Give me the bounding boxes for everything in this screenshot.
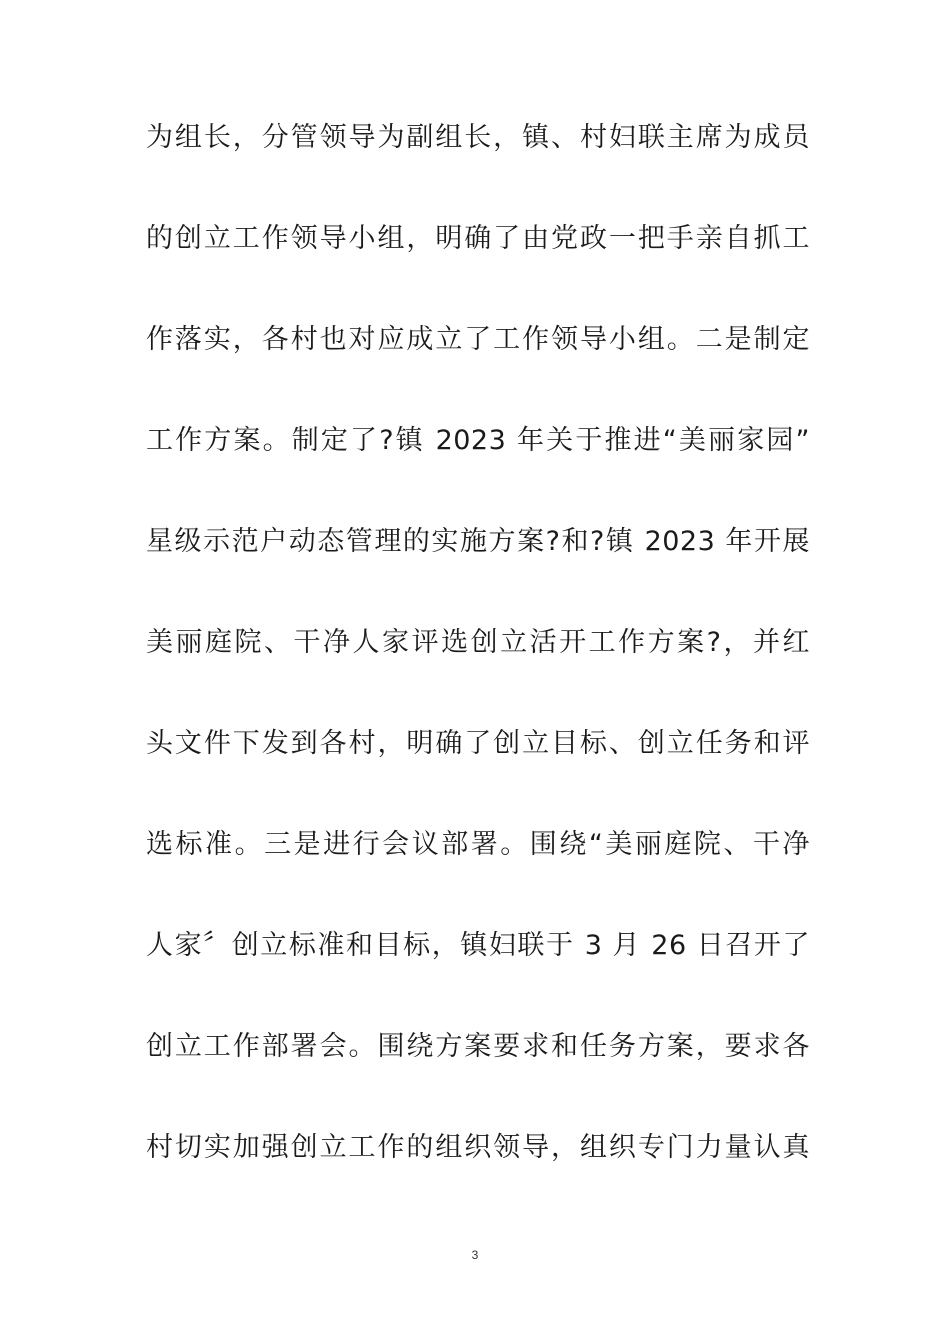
text-line: 美丽庭院、干净人家评选创立活开工作方案?，并红 <box>146 627 810 658</box>
text-line: 作落实，各村也对应成立了工作领导小组。二是制定 <box>146 324 810 355</box>
text-line: 创立工作部署会。围绕方案要求和任务方案，要求各 <box>146 1031 810 1062</box>
text-line: 工作方案。制定了?镇 2023 年关于推进“美丽家园” <box>146 425 810 456</box>
text-line: 头文件下发到各村，明确了创立目标、创立任务和评 <box>146 728 810 759</box>
page-number: 3 <box>471 1248 479 1262</box>
text-line: 星级示范户动态管理的实施方案?和?镇 2023 年开展 <box>146 526 810 557</box>
text-line: 的创立工作领导小组，明确了由党政一把手亲自抓工 <box>146 223 810 254</box>
text-line: 村切实加强创立工作的组织领导，组织专门力量认真 <box>146 1132 810 1163</box>
body-text <box>146 122 810 1233</box>
text-line: 选标准。三是进行会议部署。围绕“美丽庭院、干净 <box>146 829 810 860</box>
text-line: 人家〞创立标准和目标，镇妇联于 3 月 26 日召开了 <box>146 930 810 961</box>
text-line: 为组长，分管领导为副组长，镇、村妇联主席为成员 <box>146 122 810 153</box>
